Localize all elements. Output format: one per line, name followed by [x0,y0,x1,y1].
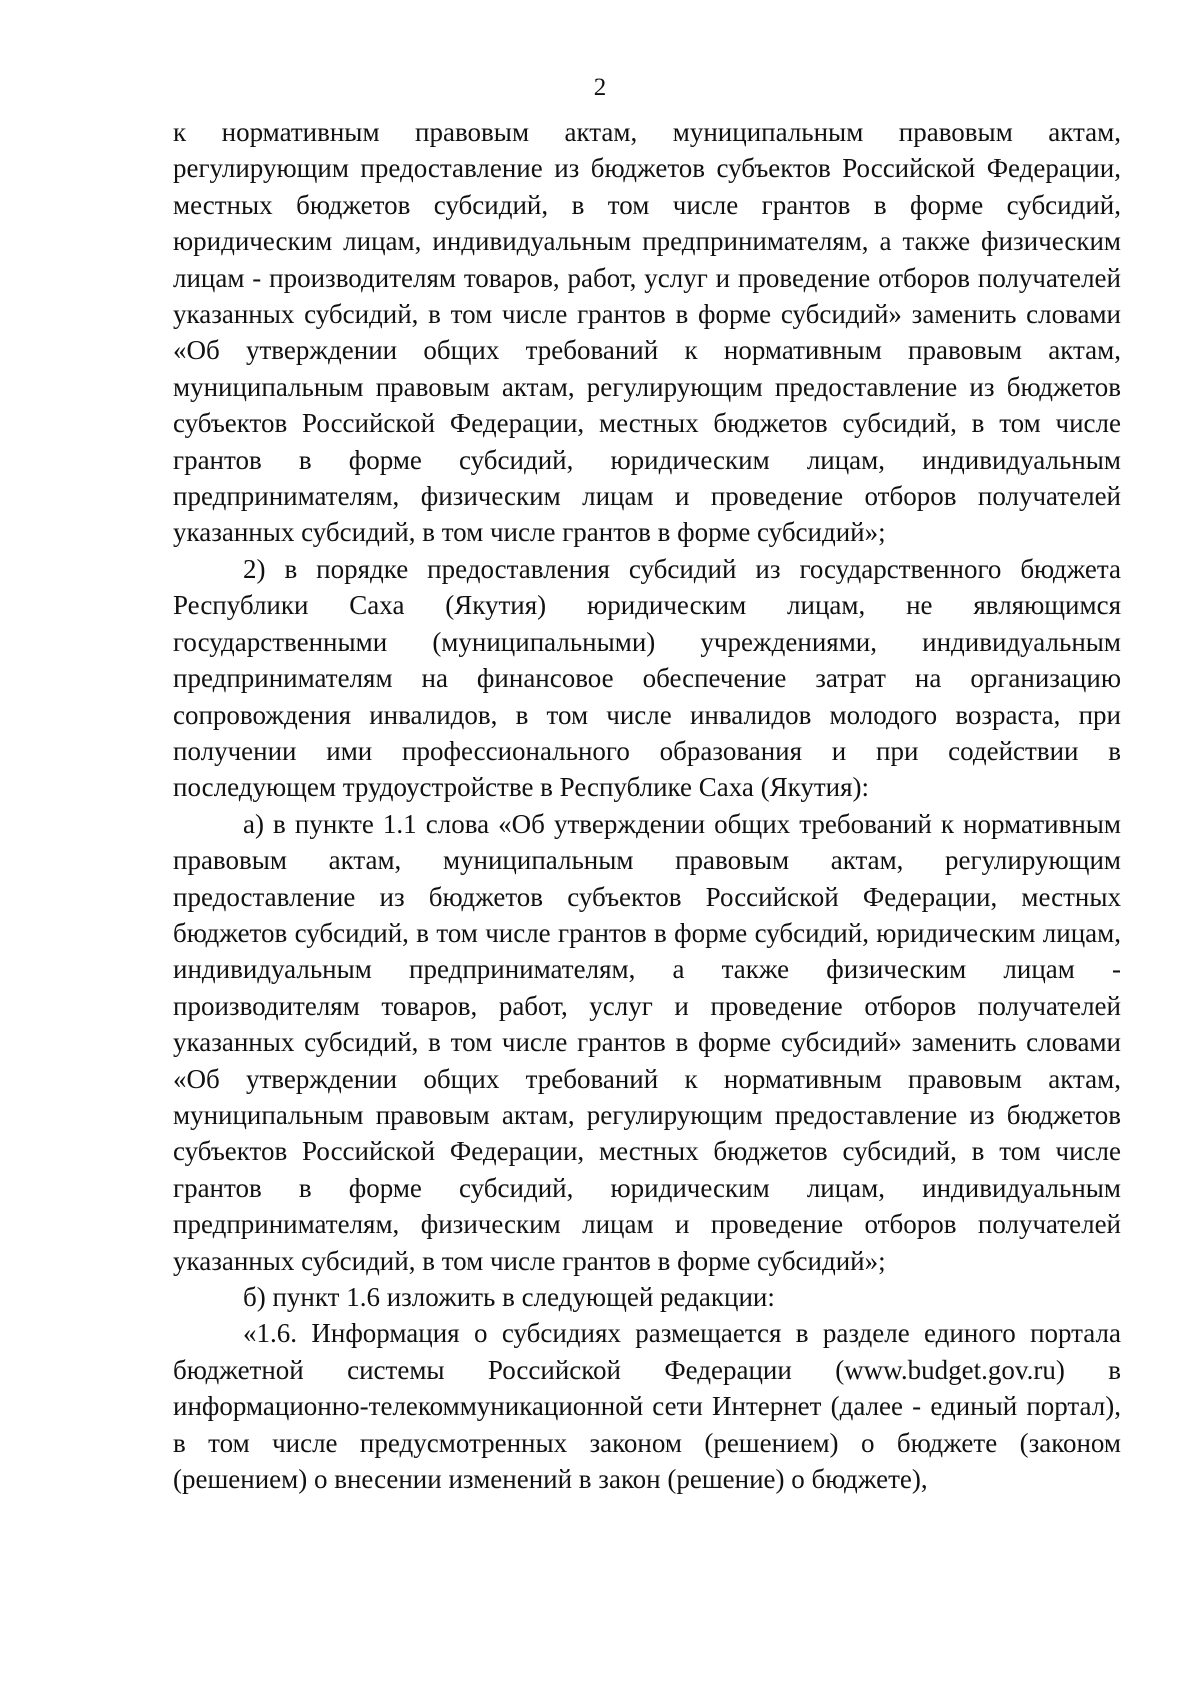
page-number: 2 [593,74,607,101]
paragraph-clause-1-6: «1.6. Информация о субсидиях размещается в разделе единого портала бюджетной системы Российской Федерации (www.budget.gov.ru) в информационно-телекоммуникационной сети Интернет (далее - единый портал), в том числе предусмотренных законом (решением) о бюджете (законом (решением) о внесении изменений в закон (решение) о бюджете), [173,1318,1121,1495]
document-body [173,114,1121,1497]
paragraph-item-2: 2) в порядке предоставления субсидий из государственного бюджета Республики Саха (Якутия) юридическим лицам, не являющимся государственными (муниципальными) учреждениями, индивидуальным предпринимателям на финансовое обеспечение затрат на организацию сопровождения инвалидов, в том числе инвалидов молодого возраста, при получении ими профессионального образования и при содействии в последующем трудоустройстве в Республике Саха (Якутия): [173,553,1121,803]
paragraph-continuation: к нормативным правовым актам, муниципальным правовым актам, регулирующим предоставление из бюджетов субъектов Российской Федерации, местных бюджетов субсидий, в том числе грантов в форме субсидий, юридическим лицам, индивидуальным предпринимателям, а также физическим лицам - производителям товаров, работ, услуг и проведение отборов получателей указанных субсидий, в том числе грантов в форме субсидий» заменить словами «Об утверждении общих требований к нормативным правовым актам, муниципальным правовым актам, регулирующим предоставление из бюджетов субъектов Российской Федерации, местных бюджетов субсидий, в том числе грантов в форме субсидий, юридическим лицам, индивидуальным предпринимателям, физическим лицам и проведение отборов получателей указанных субсидий, в том числе грантов в форме субсидий»; [173,117,1121,548]
paragraph-subitem-a: а) в пункте 1.1 слова «Об утверждении общих требований к нормативным правовым актам, муниципальным правовым актам, регулирующим предоставление из бюджетов субъектов Российской Федерации, местных бюджетов субсидий, в том числе грантов в форме субсидий, юридическим лицам, индивидуальным предпринимателям, а также физическим лицам - производителям товаров, работ, услуг и проведение отборов получателей указанных субсидий, в том числе грантов в форме субсидий» заменить словами «Об утверждении общих требований к нормативным правовым актам, муниципальным правовым актам, регулирующим предоставление из бюджетов субъектов Российской Федерации, местных бюджетов субсидий, в том числе грантов в форме субсидий, юридическим лицам, индивидуальным предпринимателям, физическим лицам и проведение отборов получателей указанных субсидий, в том числе грантов в форме субсидий»; [173,808,1121,1276]
paragraph-subitem-b: б) пункт 1.6 изложить в следующей редакции: [243,1282,775,1312]
